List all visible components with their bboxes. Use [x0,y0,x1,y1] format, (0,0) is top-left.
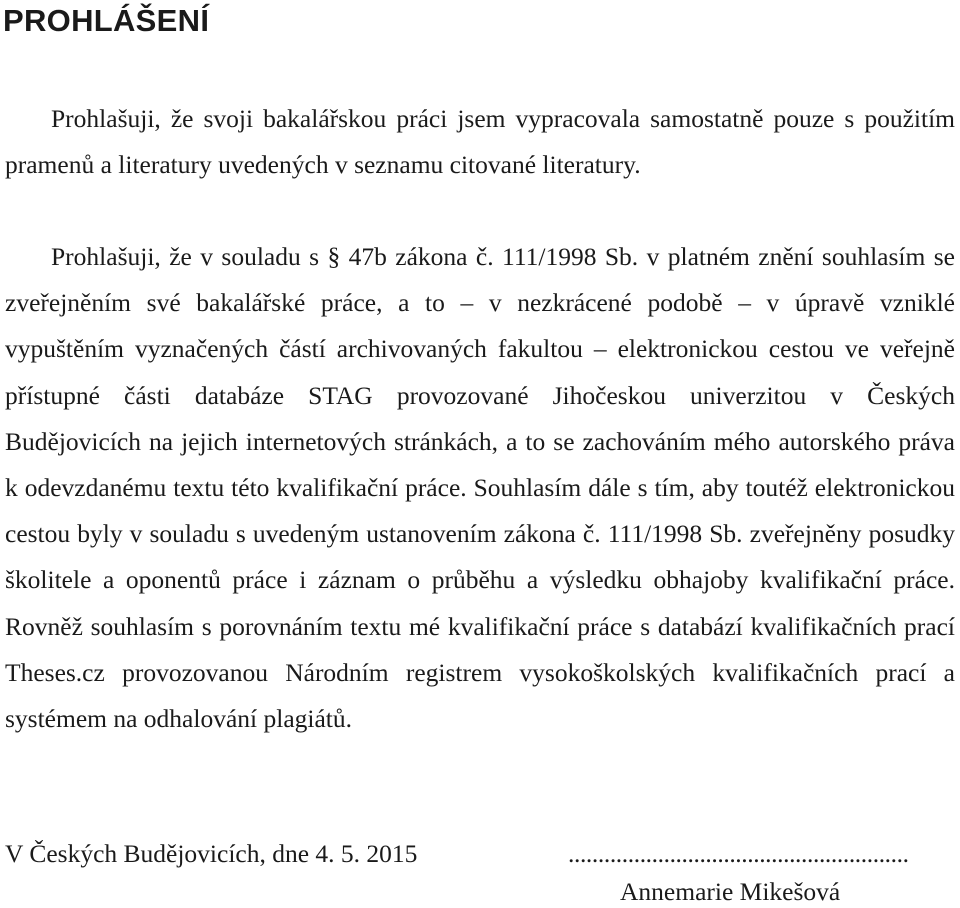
place-and-date: V Českých Budějovicích, dne 4. 5. 2015 [5,839,418,868]
declaration-paragraph-authorship: Prohlašuji, že svoji bakalářskou práci jsem vypracovala samostatně pouze s použitím pramenů a literatury uvedených v seznamu citované literatury. [5,104,955,180]
signature-line: ......................................................... [568,839,909,868]
declaration-paragraph-consent: Prohlašuji, že v souladu s § 47b zákona č. 111/1998 Sb. v platném znění souhlasím se zveřejněním své bakalářské práce, a to – v nezkrácené podobě – v úpravě vzniklé vypuštěním vyznačených částí archivovaných fakultou – elektronickou cestou ve veřejně přístupné části databáze STAG provozované Jihočeskou univerzitou v Českých Budějovicích na jejich internetových stránkách, a to se zachováním mého autorského práva k odevzdanému textu této kvalifikační práce. Souhlasím dále s tím, aby toutéž elektronickou cestou byly v souladu s uvedeným ustanovením zákona č. 111/1998 Sb. zveřejněny posudky školitele a oponentů práce i záznam o průběhu a výsledku obhajoby kvalifikační práce. Rovněž souhlasím s porovnáním textu mé kvalifikační práce s databází kvalifikačních prací Theses.cz provozovanou Národním registrem vysokoškolských kvalifikačních prací a systémem na odhalování plagiátů. [5,242,955,734]
author-name: Annemarie Mikešová [620,877,841,906]
page-title: PROHLÁŠENÍ [3,3,210,38]
